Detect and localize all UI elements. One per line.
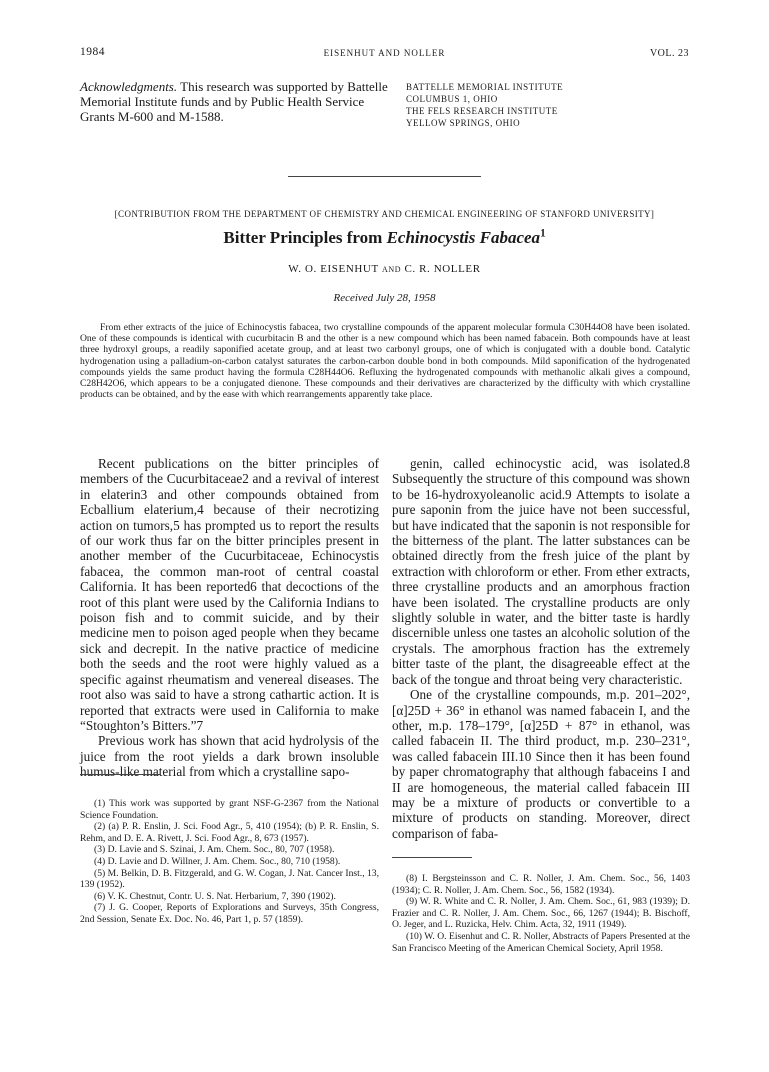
body-paragraph: genin, called echinocystic acid, was isolated.8 Subsequently the structure of this compound was shown to be 16-hydroxyoleanolic acid.9 Attempts to isolate a pure saponin from the juice have not been successful, but have indicated that the saponin is not responsible for the bitterness of the plant. The latter substances can be obtained directly from the fresh juice of the plant by extraction with chloroform or ether. From ether extracts, three crystalline products and an amorphous fraction have been isolated. The crystalline products are only slightly soluble in water, and the bitter taste is hardly discernible unless one tastes an alcoholic solution of the crystals. The amorphous fraction has the extremely bitter taste of the plant, the disagreeable effect at the back of the tongue and throat being very characteristic. — [392, 456, 690, 687]
footnote: (9) W. R. White and C. R. Noller, J. Am. Chem. Soc., 61, 983 (1939); D. Frazier and C. R. Noller, J. Am. Chem. Soc., 66, 1267 (1944); B. Bischoff, O. Jeger, and L. Ruzicka, Helv. Chim. Acta, 32, 1911 (1949). — [392, 896, 690, 931]
institution-line: THE FELS RESEARCH INSTITUTE — [406, 106, 558, 116]
institution-line: BATTELLE MEMORIAL INSTITUTE — [406, 82, 564, 92]
contribution-note: [CONTRIBUTION FROM THE DEPARTMENT OF CHEMISTRY AND CHEMICAL ENGINEERING OF STANFORD UNIVERSITY] — [114, 209, 655, 219]
footnote: (7) J. G. Cooper, Reports of Explorations and Surveys, 35th Congress, 2nd Session, Senate Ex. Doc. No. 46, Part 1, p. 57 (1859). — [80, 902, 379, 925]
acknowledgments-lead: Acknowledgments. — [80, 79, 178, 94]
abstract-text: From ether extracts of the juice of Echinocystis fabacea, two crystalline compounds of the apparent molecular formula C30H44O8 have been isolated. One of these compounds is identical with cucurbitacin B and the other is a new compound which has been named fabacein. Both compounds have at least three hydroxyl groups, a readily saponified acetate group, and at least two carbonyl groups, one of which is conjugated with a double bond. Catalytic hydrogenation using a palladium-on-carbon catalyst saturates the carbon-carbon double bond in both compounds. Mild saponification of the hydrogenated compounds yields the same product having the formula C28H44O6. Refluxing the hydrogenated compounds with methanolic alkali gives a compound, C28H42O6, which appears to be a conjugated dienone. These compounds and their derivatives are characterized by the difficulty with which crystalline products can be obtained, and by the ease with which rearrangements apparently take place. — [80, 322, 690, 401]
institution-block — [406, 81, 706, 129]
author-line — [0, 263, 769, 275]
title-text: Bitter Principles from — [223, 228, 387, 247]
body-paragraph: Previous work has shown that acid hydrolysis of the juice from the root yields a dark brown insoluble humus-like material from which a crystalline sapo- — [80, 733, 379, 780]
body-paragraph: One of the crystalline compounds, m.p. 201–202°, [α]25D + 36° in ethanol was named fabacein I, and the other, m.p. 178–179°, [α]25D + 87° in ethanol, was called fabacein II. The third product, m.p. 230–231°, was called fabacein III.10 Since then it has been found by paper chromatography that although fabaceins I and II are homogeneous, the material called fabacein III may be a mixture of products or convertible to a mixture of products on standing. Moreover, direct comparison of faba- — [392, 687, 690, 841]
footnote: (4) D. Lavie and D. Willner, J. Am. Chem. Soc., 80, 710 (1958). — [94, 855, 341, 867]
footnote: (1) This work was supported by grant NSF-G-2367 from the National Science Foundation. — [80, 798, 379, 821]
article-title — [0, 228, 769, 248]
volume-label: VOL. 23 — [649, 48, 689, 59]
footnote: (3) D. Lavie and S. Szinai, J. Am. Chem. Soc., 80, 707 (1958). — [94, 844, 335, 856]
title-footnote-mark: 1 — [540, 227, 546, 240]
body-column-right — [392, 456, 690, 841]
acknowledgments-text: This research was supported by Battelle Memorial Institute funds and by Public Health Service Grants M-600 and M-1588. — [80, 79, 388, 124]
footnote-divider — [80, 774, 160, 775]
footnote-divider — [392, 857, 472, 858]
footnotes-left — [80, 798, 379, 926]
abstract — [80, 322, 690, 400]
footnote: (5) M. Belkin, D. B. Fitzgerald, and G. W. Cogan, J. Nat. Cancer Inst., 13, 139 (1952). — [80, 867, 379, 891]
footnote: (2) (a) P. R. Enslin, J. Sci. Food Agr., 5, 410 (1954); (b) P. R. Enslin, S. Rehm, and D. E. A. Rivett, J. Sci. Food Agr., 8, 673 (1957). — [80, 821, 379, 844]
section-divider — [288, 176, 481, 177]
institution-line: COLUMBUS 1, OHIO — [406, 94, 498, 104]
title-species: Echinocystis Fabacea — [386, 228, 541, 247]
footnotes-right — [392, 873, 690, 954]
page-number: 1984 — [80, 46, 105, 58]
footnote: (8) I. Bergsteinsson and C. R. Noller, J. Am. Chem. Soc., 56, 1403 (1934); C. R. Noller, J. Am. Chem. Soc., 56, 1582 (1934). — [392, 873, 690, 896]
author-1: W. O. EISENHUT — [288, 263, 379, 275]
received-date: Received July 28, 1958 — [333, 292, 436, 304]
footnote: (10) W. O. Eisenhut and C. R. Noller, Abstracts of Papers Presented at the San Francisco Meeting of the American Chemical Society, April 1958. — [392, 930, 690, 954]
institution-line: YELLOW SPRINGS, OHIO — [406, 118, 521, 128]
body-paragraph: Recent publications on the bitter principles of members of the Cucurbitaceae2 and a revival of interest in elaterin3 and other compounds obtained from Ecballium elaterium,4 because of their necrotizing action on tumors,5 has prompted us to report the results of our work thus far on the bitter principles present in another member of the Cucurbitaceae, Echinocystis fabacea, the common man-root of central coastal California. It has been reported6 that decoctions of the root of this plant were used by the California Indians to poison fish and to commit suicide, and by their medicine men to poison aged people when they became sick and decrepit. In the native practice of medicine both the seeds and the root were highly valued as a specific against rheumatism and venereal diseases. The root also was said to have a strong cathartic action. It is reported that extracts were used in California to make “Stoughton’s Bitters.”7 — [80, 456, 379, 733]
running-title: EISENHUT AND NOLLER — [323, 48, 446, 58]
author-2: C. R. NOLLER — [404, 263, 481, 275]
footnote: (6) V. K. Chestnut, Contr. U. S. Nat. Herbarium, 7, 390 (1902). — [94, 890, 336, 902]
body-column-left — [80, 456, 379, 780]
acknowledgments — [80, 79, 395, 124]
author-and: AND — [381, 265, 402, 274]
